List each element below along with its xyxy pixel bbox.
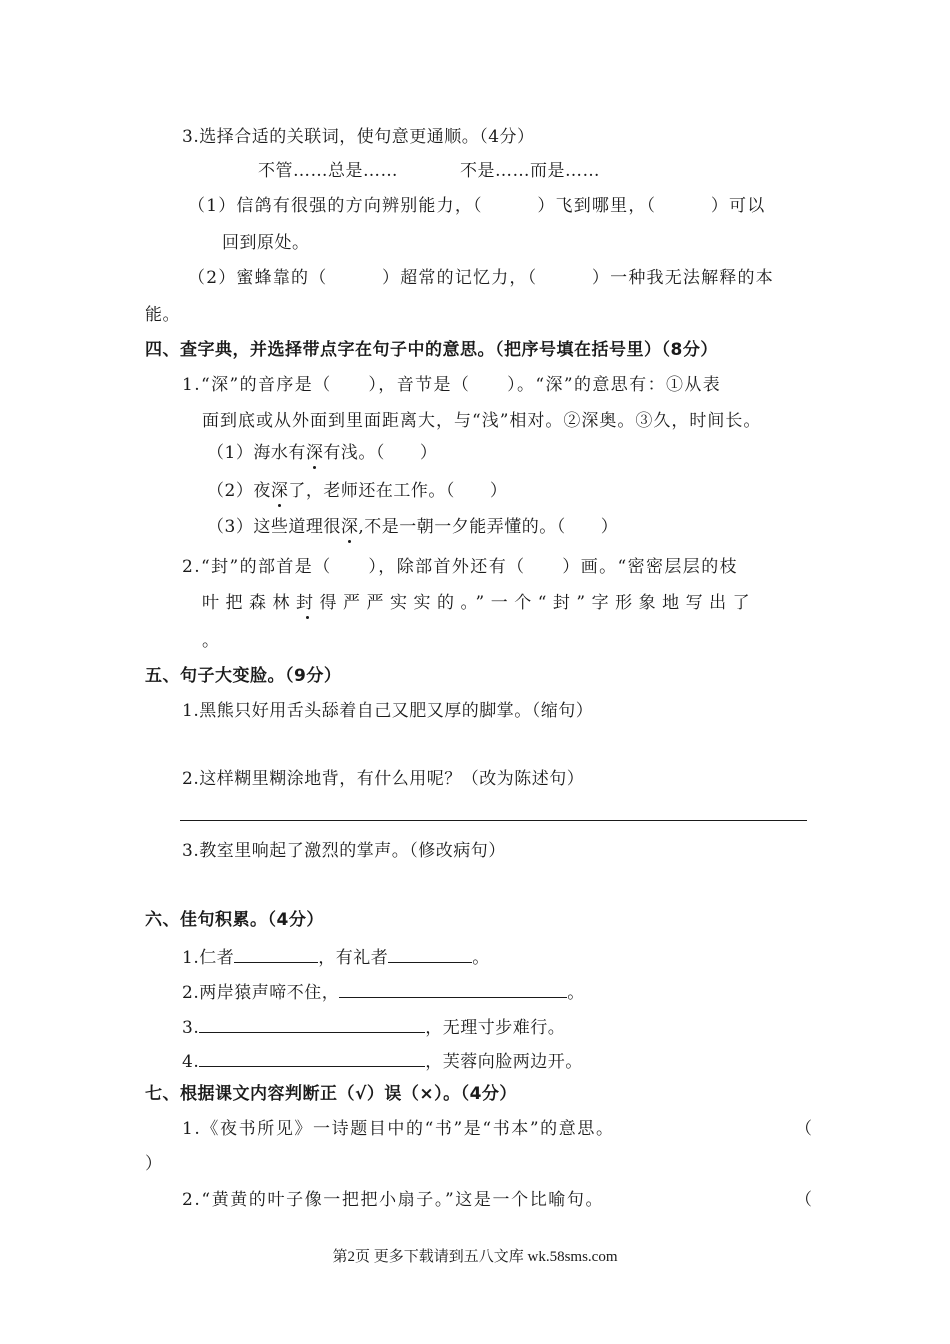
- dotted-char: 深: [270, 481, 289, 501]
- page-footer: 第2页 更多下载请到五八文库 wk.58sms.com: [332, 1249, 618, 1265]
- s4-sentence-3: [207, 516, 618, 538]
- fill-blank[interactable]: [199, 1048, 425, 1067]
- question-3-title: 3.选择合适的关联词，使句意更通顺。（4分）: [182, 127, 535, 147]
- dotted-char: 封: [296, 593, 320, 613]
- s4-sentence-1-post: 有浅。（ ）: [323, 443, 438, 463]
- q3-sentence-2: （2）蜜蜂靠的（ ）超常的记忆力，（ ）一种我无法解释的本: [188, 268, 774, 288]
- q3-sentence-2-cont: 能。: [145, 305, 180, 325]
- s4-item-2-post: 得严严实实的。”一个“封”字形象地写出了: [319, 593, 757, 613]
- s4-sentence-3-pre: （3）这些道理很: [207, 517, 341, 537]
- s7-item-2: 2.“黄黄的叶子像一把把小扇子。”这是一个比喻句。: [182, 1190, 605, 1210]
- s6-item-4-b: ，芙蓉向脸两边开。: [425, 1052, 583, 1072]
- fill-blank[interactable]: [234, 944, 318, 963]
- s4-item-1-cont: 面到底或从外面到里面距离大，与“浅”相对。②深奥。③久，时间长。: [202, 411, 762, 431]
- q3-sentence-1: （1）信鸽有很强的方向辨别能力，（ ）飞到哪里，（ ）可以: [188, 196, 766, 216]
- dotted-char: 深: [305, 443, 324, 463]
- s7-item-1-paren-close: ）: [145, 1154, 163, 1174]
- s4-sentence-2: [207, 480, 507, 502]
- s4-sentence-2-pre: （2）夜: [207, 481, 271, 501]
- answer-line[interactable]: [180, 820, 807, 821]
- fill-blank[interactable]: [388, 944, 472, 963]
- s5-item-2: 2.这样糊里糊涂地背，有什么用呢？（改为陈述句）: [182, 769, 585, 789]
- s6-item-1-b: ，有礼者: [318, 948, 389, 968]
- s6-item-4-a: 4.: [182, 1052, 200, 1072]
- dotted-char: 深: [340, 517, 359, 537]
- s6-item-1: [182, 944, 490, 969]
- section-7-heading: 七、根据课文内容判断正（√）误（×）。（4分）: [145, 1084, 517, 1104]
- option-bushi: 不是……而是……: [460, 161, 600, 181]
- s4-sentence-3-post: ,不是一朝一夕能弄懂的。（ ）: [358, 517, 619, 537]
- s7-item-2-paren-open: （: [795, 1190, 813, 1210]
- q3-sentence-1-cont: 回到原处。: [222, 233, 310, 253]
- option-buguan: 不管……总是……: [258, 161, 398, 181]
- section-6-heading: 六、佳句积累。（4分）: [145, 910, 324, 930]
- s4-sentence-2-post: 了，老师还在工作。（ ）: [288, 481, 508, 501]
- s6-item-3-b: ，无理寸步难行。: [425, 1018, 566, 1038]
- s6-item-2: [182, 979, 585, 1004]
- s6-item-3-a: 3.: [182, 1018, 200, 1038]
- fill-blank[interactable]: [199, 1014, 425, 1033]
- s6-item-3: [182, 1014, 565, 1039]
- section-5-heading: 五、句子大变脸。（9分）: [145, 666, 342, 686]
- s7-item-1-paren-open: （: [795, 1119, 813, 1139]
- s6-item-2-b: 。: [567, 983, 585, 1003]
- s4-item-1: 1.“深”的音序是（ ），音节是（ ）。“深”的意思有：①从表: [182, 375, 722, 395]
- s4-item-2-end: 。: [202, 631, 220, 651]
- s4-sentence-1-pre: （1）海水有: [207, 443, 306, 463]
- s6-item-1-c: 。: [472, 948, 490, 968]
- s4-item-2: 2.“封”的部首是（ ），除部首外还有（ ）画。“密密层层的枝: [182, 557, 738, 577]
- s4-sentence-1: [207, 442, 437, 464]
- s5-item-1: 1.黑熊只好用舌头舔着自己又肥又厚的脚掌。（缩句）: [182, 701, 594, 721]
- fill-blank[interactable]: [339, 979, 567, 998]
- s7-item-1: 1.《夜书所见》一诗题目中的“书”是“书本”的意思。: [182, 1119, 615, 1139]
- s6-item-2-a: 2.两岸猿声啼不住，: [182, 983, 340, 1003]
- s4-item-2-pre: 叶把森林: [202, 593, 296, 613]
- s6-item-4: [182, 1048, 583, 1073]
- s6-item-1-a: 1.仁者: [182, 948, 235, 968]
- s4-item-2-cont: [202, 592, 756, 614]
- section-4-heading: 四、查字典，并选择带点字在句子中的意思。（把序号填在括号里）（8分）: [145, 340, 718, 360]
- s5-item-3: 3.教室里响起了激烈的掌声。（修改病句）: [182, 841, 506, 861]
